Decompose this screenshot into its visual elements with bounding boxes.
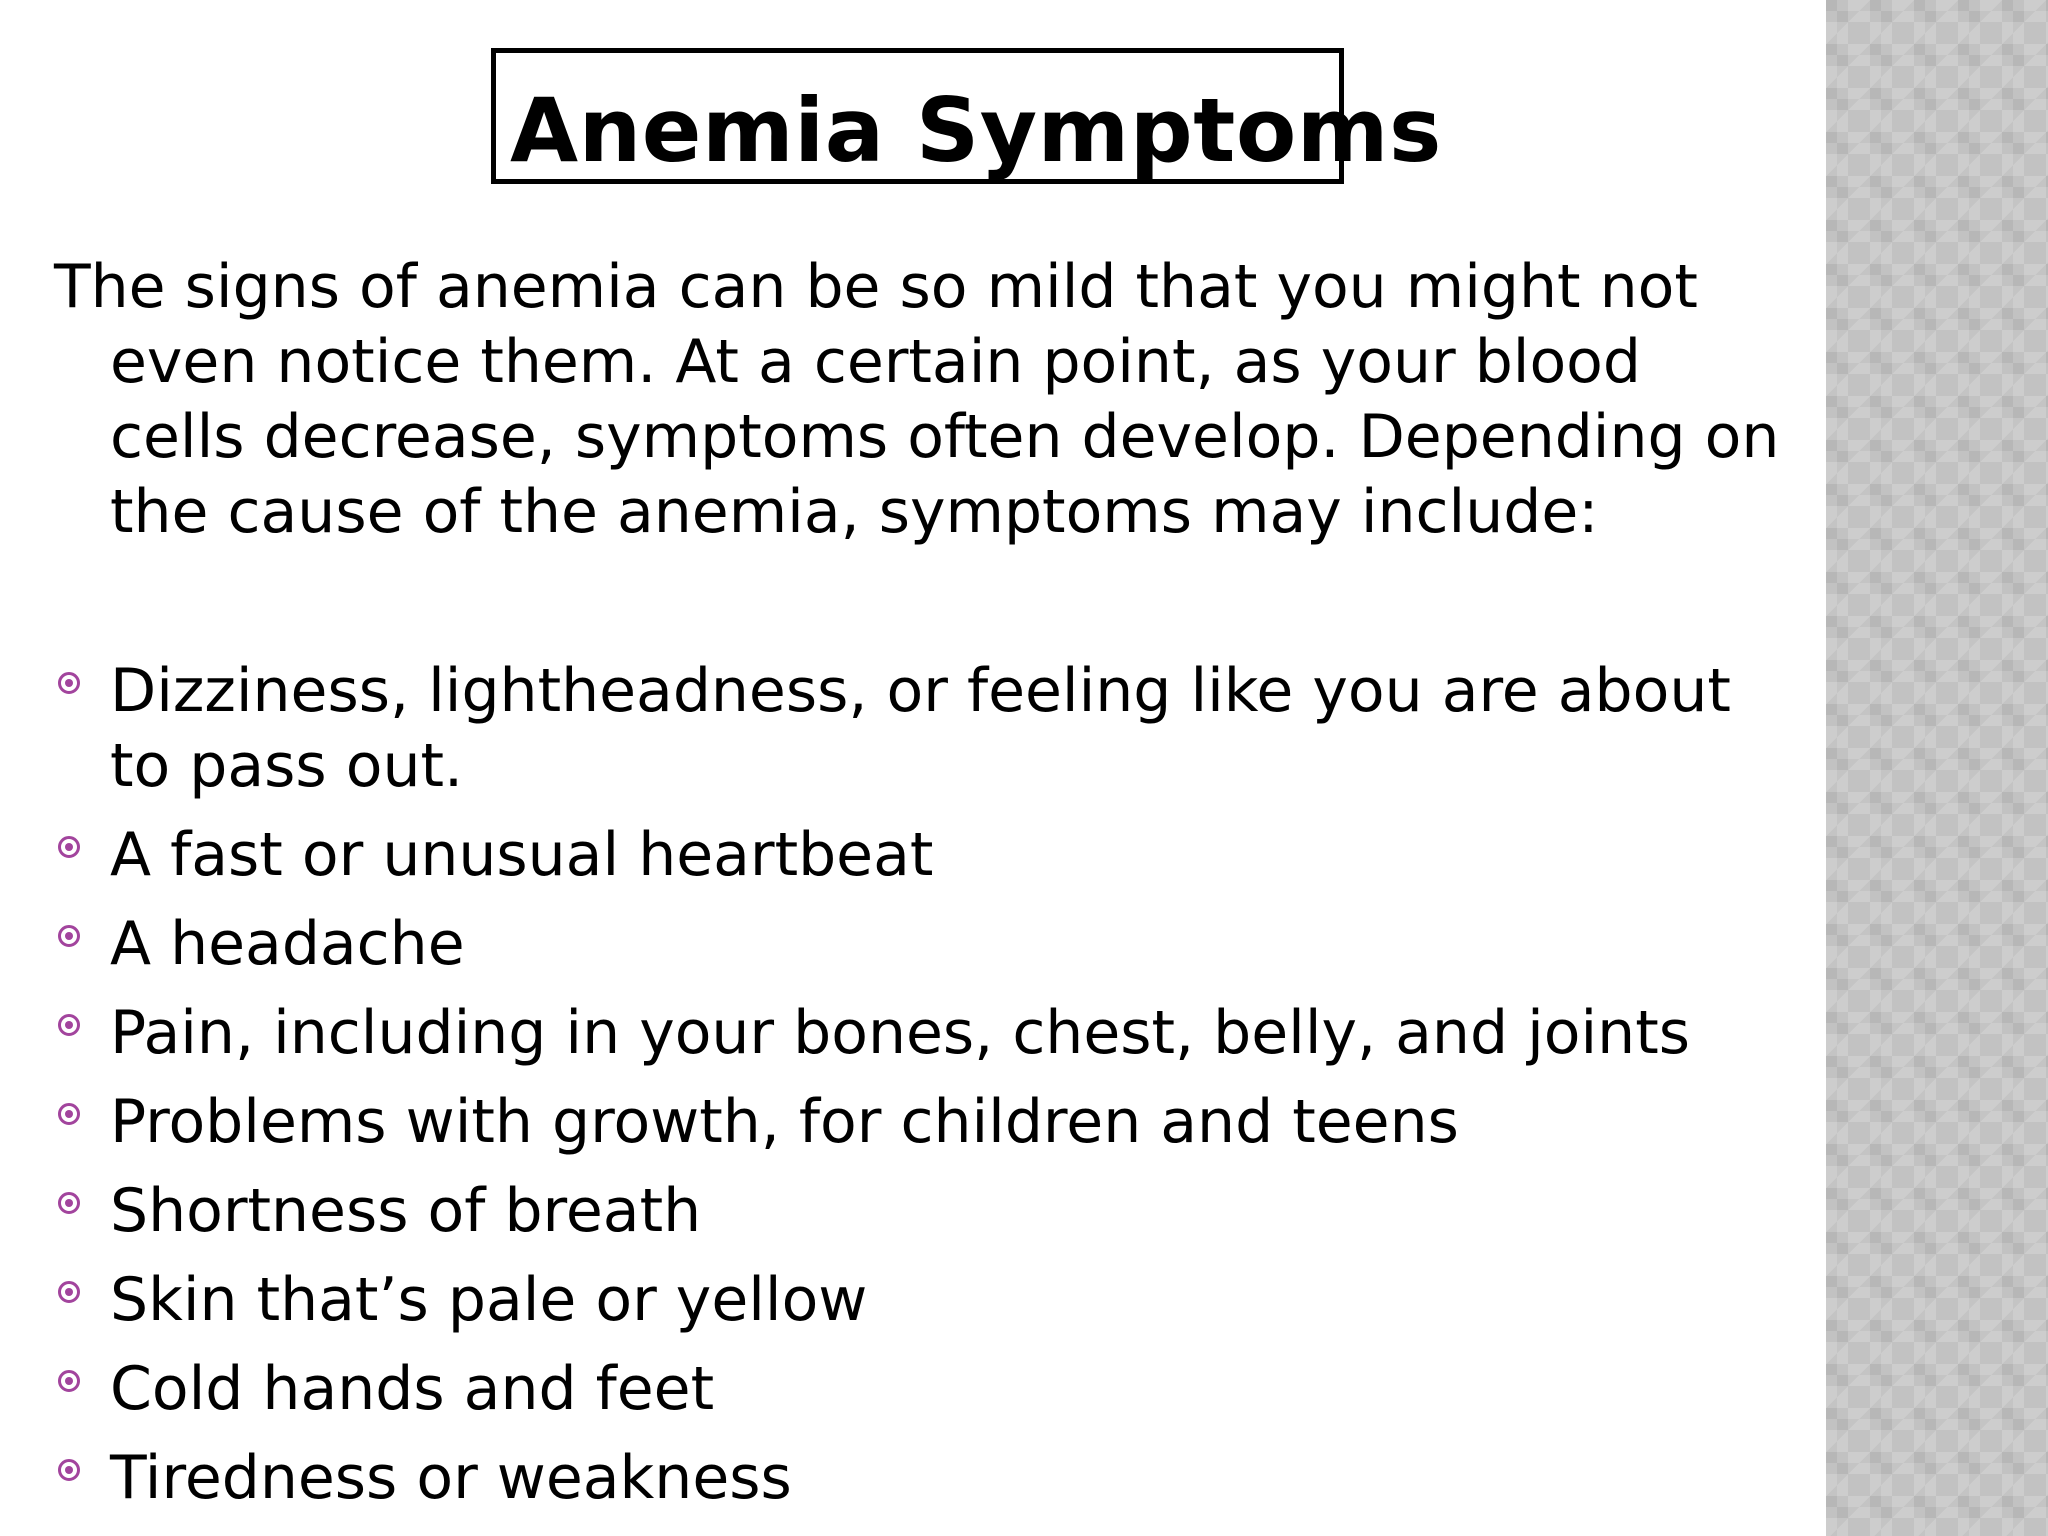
- circle-dot-bullet-icon: [58, 925, 80, 947]
- intro-paragraph: The signs of anemia can be so mild that you might not even notice them. At a certain point, as your blood cells decrease, symptoms often develop. Depending on the cause of the anemia, symptoms may include:: [54, 252, 1780, 547]
- symptom-item-pain: [54, 996, 1794, 1071]
- symptom-text: Dizziness, lightheadness, or feeling like you are about to pass out.: [110, 656, 1731, 801]
- symptom-item-heartbeat: [54, 818, 1794, 893]
- symptom-item-tiredness: [54, 1441, 1794, 1516]
- symptom-text: Cold hands and feet: [110, 1354, 715, 1424]
- circle-dot-bullet-icon: [58, 836, 80, 858]
- symptom-list: [54, 654, 1794, 1530]
- circle-dot-bullet-icon: [58, 1103, 80, 1125]
- symptom-text: A fast or unusual heartbeat: [110, 820, 934, 890]
- circle-dot-bullet-icon: [58, 672, 80, 694]
- symptom-item-skin: [54, 1263, 1794, 1338]
- circle-dot-bullet-icon: [58, 1014, 80, 1036]
- symptom-text: Shortness of breath: [110, 1176, 702, 1246]
- circle-dot-bullet-icon: [58, 1281, 80, 1303]
- slide-title: Anemia Symptoms: [510, 78, 1442, 182]
- decorative-side-pattern: [1826, 0, 2048, 1536]
- circle-dot-bullet-icon: [58, 1459, 80, 1481]
- circle-dot-bullet-icon: [58, 1192, 80, 1214]
- symptom-text: Skin that’s pale or yellow: [110, 1265, 868, 1335]
- symptom-item-cold-hands: [54, 1352, 1794, 1427]
- circle-dot-bullet-icon: [58, 1370, 80, 1392]
- symptom-item-dizziness: [54, 654, 1794, 804]
- symptom-text: Tiredness or weakness: [110, 1443, 792, 1513]
- symptom-item-breath: [54, 1174, 1794, 1249]
- symptom-item-growth: [54, 1085, 1794, 1160]
- symptom-text: Pain, including in your bones, chest, belly, and joints: [110, 998, 1690, 1068]
- title-box: [491, 48, 1442, 184]
- symptom-text: Problems with growth, for children and teens: [110, 1087, 1459, 1157]
- symptom-text: A headache: [110, 909, 465, 979]
- symptom-item-headache: [54, 907, 1794, 982]
